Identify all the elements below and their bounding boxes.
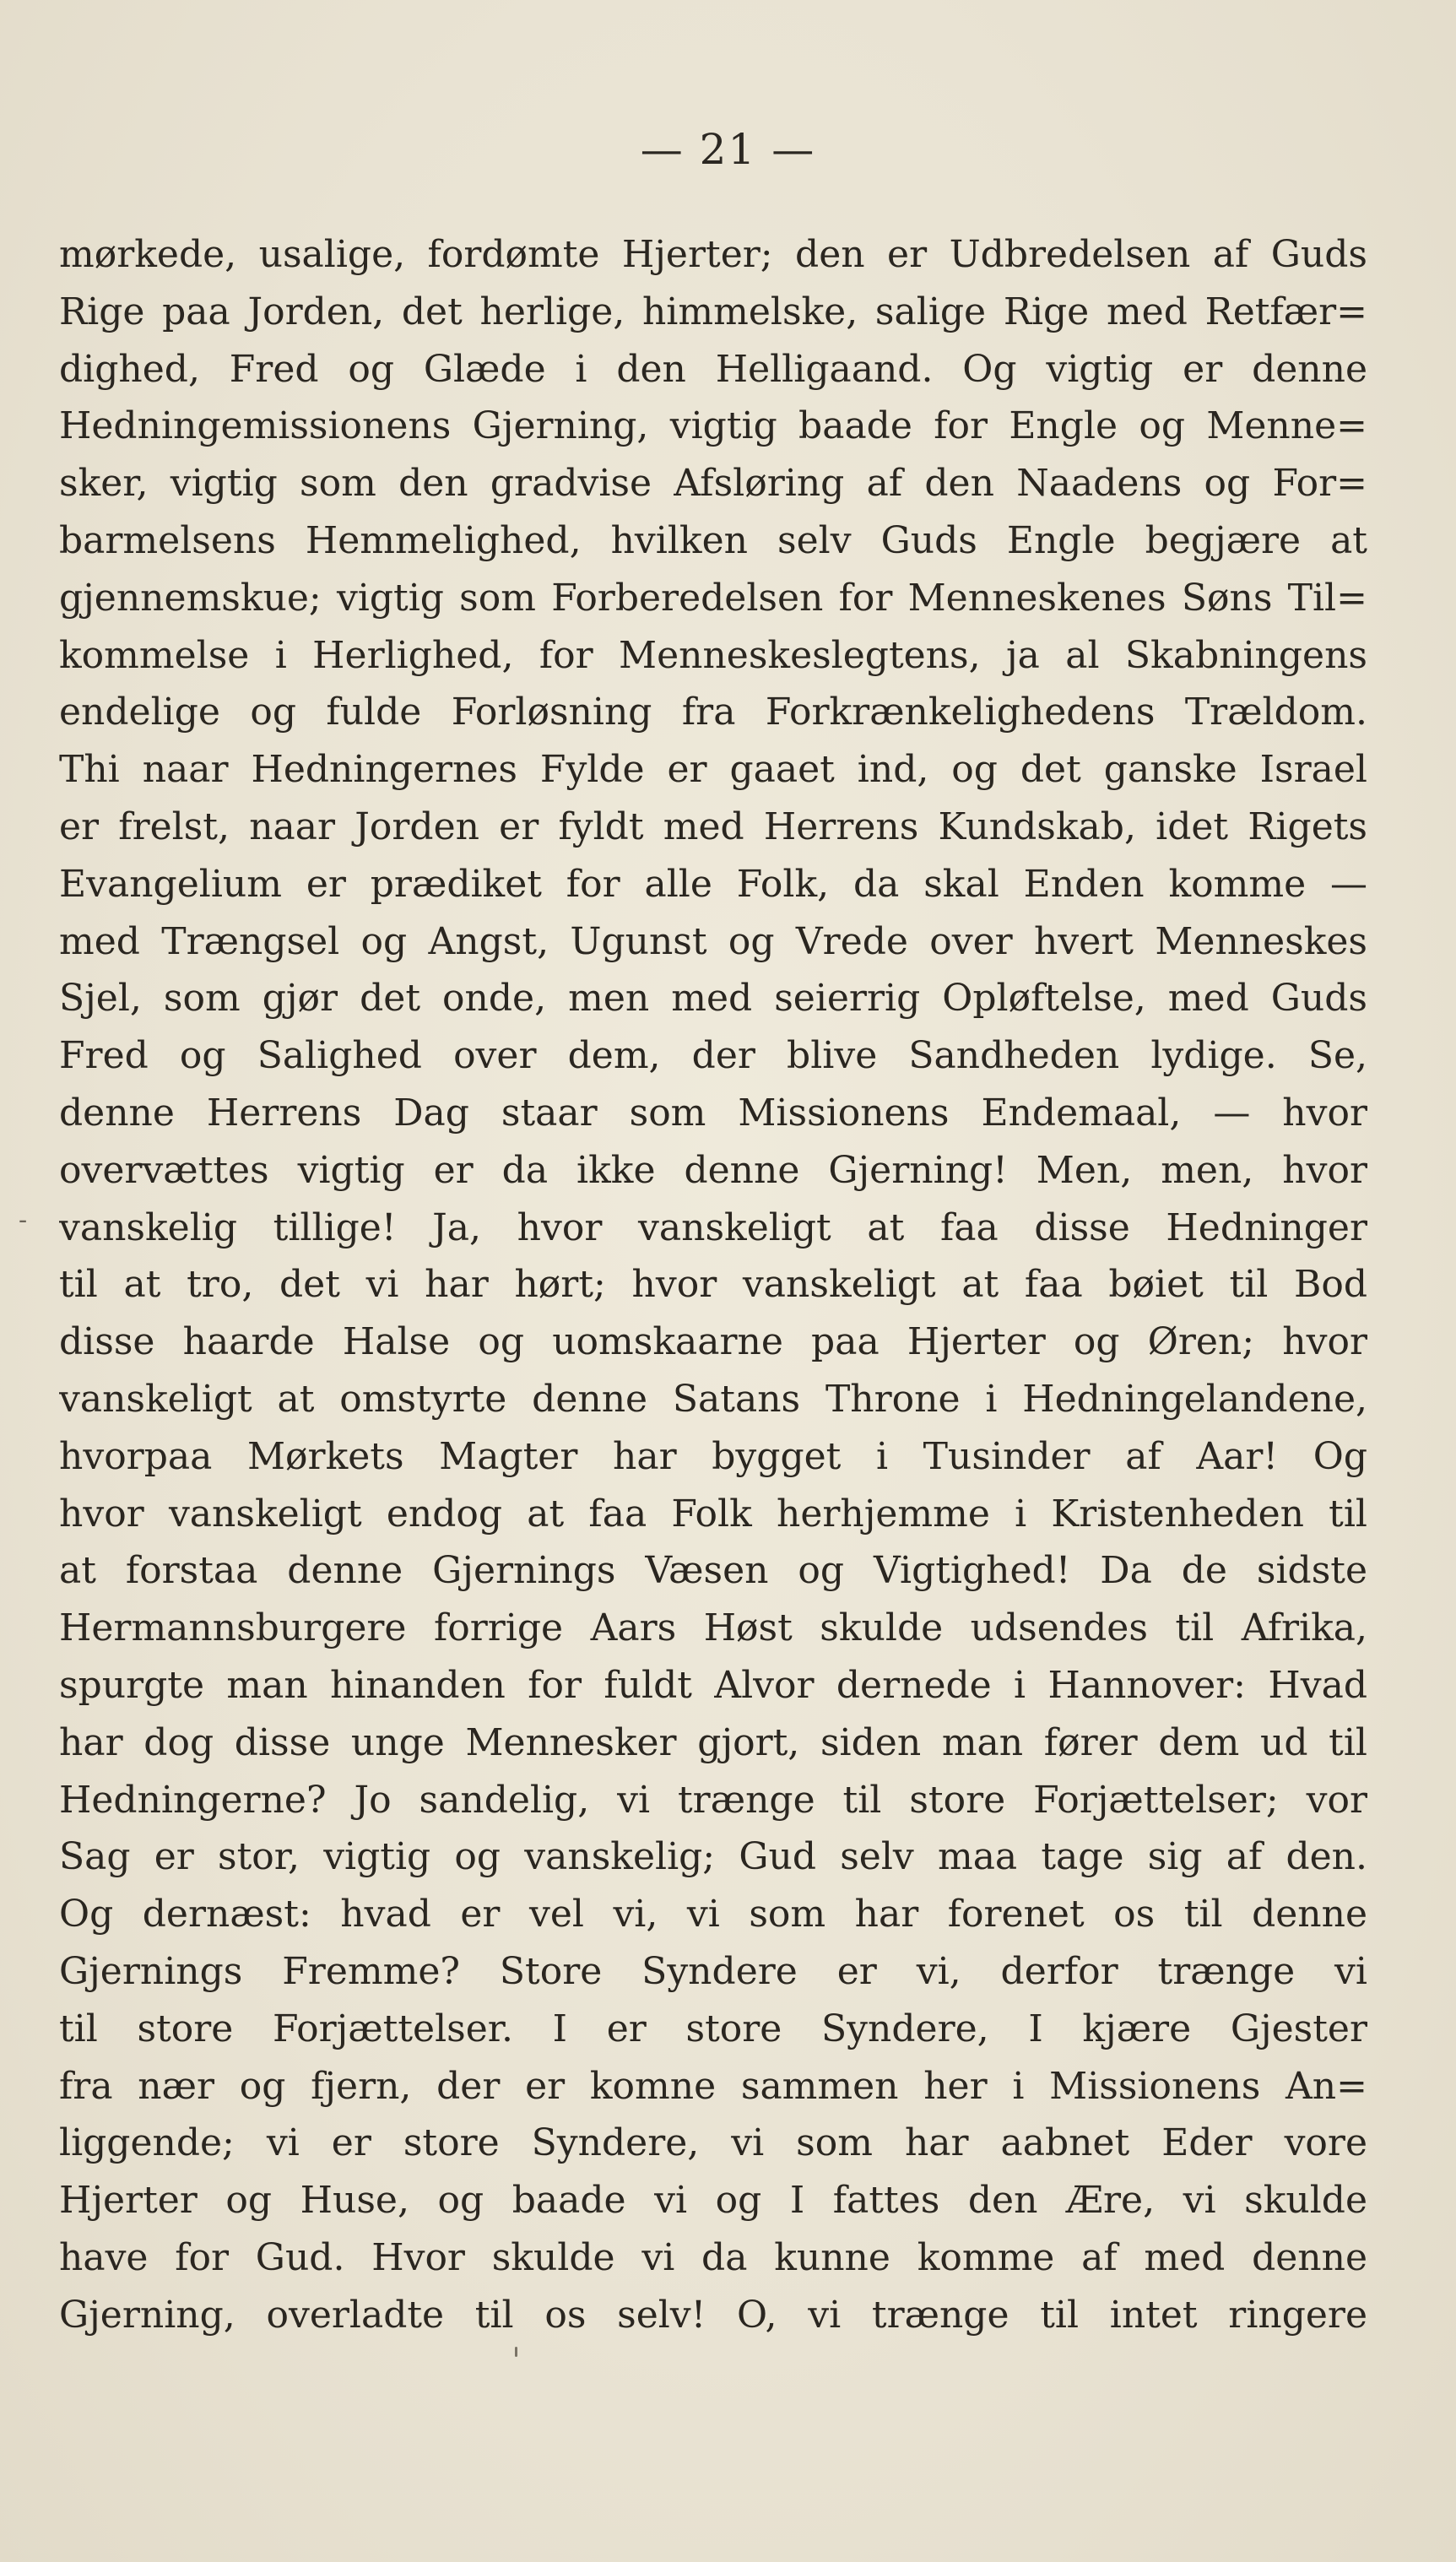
text-line: barmelsens Hemmelighed, hvilken selv Guds Engle begjære at [59, 518, 1367, 562]
text-line: med Trængsel og Angst, Ugunst og Vrede over hvert Menneskes [59, 919, 1367, 963]
text-line: gjennemskue; vigtig som Forberedelsen for Menneskenes Søns Til= [59, 576, 1367, 620]
text-line: at forstaa denne Gjernings Væsen og Vigtighed! Da de sidste [59, 1549, 1367, 1593]
text-line: til store Forjættelser. I er store Syndere, I kjære Gjester [59, 2007, 1367, 2050]
text-line: hvorpaa Mørkets Magter har bygget i Tusinder af Aar! Og [59, 1434, 1367, 1478]
text-line: har dog disse unge Mennesker gjort, siden man fører dem ud til [59, 1720, 1367, 1764]
text-line: Sag er stor, vigtig og vanskelig; Gud selv maa tage sig af den. [59, 1835, 1367, 1879]
text-line: til at tro, det vi har hørt; hvor vanskeligt at faa bøiet til Bod [59, 1263, 1367, 1307]
text-line: sker, vigtig som den gradvise Afsløring af den Naadens og For= [59, 462, 1367, 506]
text-line: vanskelig tillige! Ja, hvor vanskeligt at faa disse Hedninger [59, 1205, 1367, 1249]
text-line: Hedningemissionens Gjerning, vigtig baade for Engle og Menne= [59, 404, 1367, 448]
text-line: vanskeligt at omstyrte denne Satans Throne i Hedningelandene, [59, 1377, 1367, 1421]
text-line: Thi naar Hedningernes Fylde er gaaet ind, og det ganske Israel [59, 748, 1367, 792]
text-line: Hermannsburgere forrige Aars Høst skulde udsendes til Afrika, [59, 1606, 1367, 1650]
text-line: have for Gud. Hvor skulde vi da kunne komme af med denne [59, 2235, 1367, 2279]
text-line: Evangelium er prædiket for alle Folk, da skal Enden komme — [59, 862, 1367, 906]
text-line: liggende; vi er store Syndere, vi som har aabnet Eder vore [59, 2121, 1367, 2165]
text-line: disse haarde Halse og uomskaarne paa Hjerter og Øren; hvor [59, 1320, 1367, 1364]
text-line: Gjerning, overladte til os selv! O, vi trænge til intet ringere [59, 2293, 1367, 2337]
text-line: Hjerter og Huse, og baade vi og I fattes den Ære, vi skulde [59, 2179, 1367, 2223]
text-line: Rige paa Jorden, det herlige, himmelske, salige Rige med Retfær= [59, 290, 1367, 333]
text-line: Gjernings Fremme? Store Syndere er vi, derfor trænge vi [59, 1949, 1367, 1993]
text-line: endelige og fulde Forløsning fra Forkrænkelighedens Trældom. [59, 691, 1367, 734]
text-line: Fred og Salighed over dem, der blive Sandheden lydige. Se, [59, 1034, 1367, 1078]
paper-speck [515, 2347, 517, 2357]
body-text [59, 226, 1367, 2343]
text-line: mørkede, usalige, fordømte Hjerter; den er Udbredelsen af Guds [59, 233, 1367, 276]
page-number: — 21 — [640, 125, 816, 174]
text-line: Hedningerne? Jo sandelig, vi trænge til store Forjættelser; vor [59, 1778, 1367, 1822]
text-line: spurgte man hinanden for fuldt Alvor dernede i Hannover: Hvad [59, 1663, 1367, 1707]
text-line: Og dernæst: hvad er vel vi, vi som har forenet os til denne [59, 1893, 1367, 1936]
text-line: dighed, Fred og Glæde i den Helligaand. Og vigtig er denne [59, 347, 1367, 391]
text-line: kommelse i Herlighed, for Menneskeslegtens, ja al Skabningens [59, 633, 1367, 677]
text-line: denne Herrens Dag staar som Missionens Endemaal, — hvor [59, 1091, 1367, 1135]
text-line: overvættes vigtig er da ikke denne Gjerning! Men, men, hvor [59, 1148, 1367, 1192]
text-line: hvor vanskeligt endog at faa Folk herhjemme i Kristenheden til [59, 1492, 1367, 1536]
text-line: er frelst, naar Jorden er fyldt med Herrens Kundskab, idet Rigets [59, 804, 1367, 848]
text-line: fra nær og fjern, der er komne sammen her i Missionens An= [59, 2064, 1367, 2108]
text-line: Sjel, som gjør det onde, men med seierrig Opløftelse, med Guds [59, 977, 1367, 1021]
margin-mark: - [19, 1205, 28, 1235]
